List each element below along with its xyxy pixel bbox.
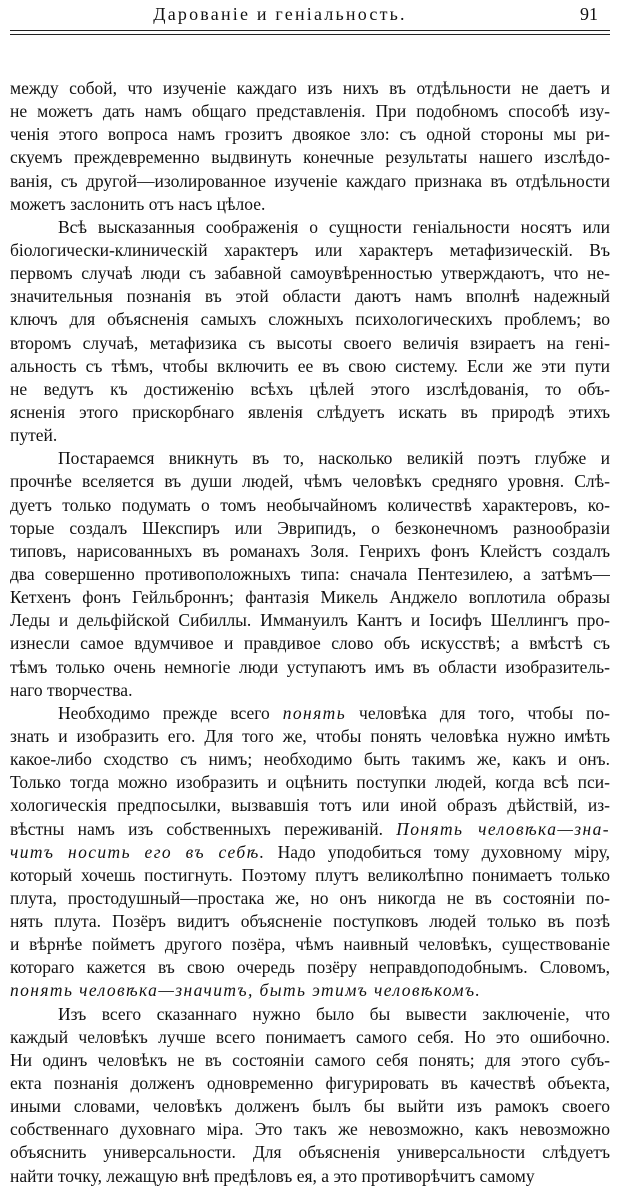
text-segment: иными словами, человѣкъ долженъ былъ бы выйти изъ рамокъ своего xyxy=(10,1096,610,1117)
text-segment: знать и изобразить его. Для того же, чтобы понять человѣка нужно имѣть xyxy=(10,725,610,746)
text-segment: тѣмъ только очень немногіе люди уступаютъ имъ въ области изобразитель- xyxy=(10,656,610,677)
text-line xyxy=(10,956,610,979)
text-line xyxy=(10,285,610,308)
text-segment: Ни одинъ человѣкъ не въ состояніи самого себя понять; для этого субъ- xyxy=(10,1049,610,1070)
text-segment: значительныя познанія въ этой области даютъ намъ вполнѣ надежный xyxy=(10,286,610,307)
text-line xyxy=(10,447,610,470)
paragraph xyxy=(10,447,610,702)
text-segment: плута, простодушный—простака же, но онъ никогда не въ состояніи по- xyxy=(10,887,610,908)
text-line xyxy=(10,725,610,748)
text-line xyxy=(10,609,610,632)
header-rule-bottom xyxy=(10,34,610,35)
text-segment: біологически-клиническій характеръ или характеръ метафизическій. Въ xyxy=(10,239,610,260)
text-line xyxy=(10,1165,610,1188)
text-line xyxy=(10,470,610,493)
text-segment: ванія, съ другой—изолированное изученіе каждаго признака въ отдѣльности xyxy=(10,170,610,191)
text-line xyxy=(10,702,610,725)
text-segment: Необходимо прежде всего xyxy=(58,702,283,723)
text-segment: Надо уподобиться тому духовному міру, xyxy=(265,841,610,862)
text-segment: нять плута. Позёръ видитъ объясненіе поступковъ людей только въ позѣ xyxy=(10,911,610,932)
text-segment: найти точку, лежащую внѣ предѣловъ ея, а это противорѣчитъ самому xyxy=(10,1165,535,1186)
text-segment: и вѣрнѣе пойметъ другого позёра, чѣмъ наивный человѣкъ, существованіе xyxy=(10,934,610,955)
text-segment: Леды и дельфійской Сибиллы. Иммануилъ Кантъ и Іосифъ Шеллингъ про- xyxy=(10,610,610,631)
text-segment: типовъ, нарисованныхъ въ романахъ Золя. Генрихъ фонъ Клейстъ создалъ xyxy=(10,540,610,561)
text-line xyxy=(10,424,610,447)
text-segment: каждый человѣкъ лучше всего понимаетъ самого себя. Но это ошибочно. xyxy=(10,1026,610,1047)
text-segment: Постараемся вникнуть въ то, насколько великій поэтъ глубже и xyxy=(58,448,610,469)
text-line xyxy=(10,818,610,841)
text-segment: ченія этого вопроса намъ грозитъ двоякое зло: съ одной стороны мы ри- xyxy=(10,124,610,145)
text-segment: два совершенно противоположныхъ типа: сначала Пентезилею, а затѣмъ— xyxy=(10,563,610,584)
text-line xyxy=(10,239,610,262)
text-line xyxy=(10,540,610,563)
text-segment: альность съ тѣмъ, чтобы включить ее въ свою систему. Если же эти пути xyxy=(10,355,610,376)
text-segment: Всѣ высказанныя соображенія о сущности геніальности носятъ или xyxy=(58,216,610,237)
text-line xyxy=(10,586,610,609)
text-line xyxy=(10,841,610,864)
text-line xyxy=(10,979,610,1002)
text-line xyxy=(10,308,610,331)
text-line xyxy=(10,887,610,910)
text-line xyxy=(10,494,610,517)
text-line xyxy=(10,679,610,702)
page-body xyxy=(10,77,610,1188)
running-header xyxy=(10,0,610,34)
paragraph xyxy=(10,216,610,447)
text-segment: собственнаго духовнаго міра. Это такъ же невозможно, какъ невозможно xyxy=(10,1119,610,1140)
emphasis-text: читъ носить его въ себѣ. xyxy=(10,841,266,862)
page-number: 91 xyxy=(580,4,598,24)
text-line xyxy=(10,262,610,285)
text-line xyxy=(10,771,610,794)
text-segment: путей. xyxy=(10,425,58,446)
text-line xyxy=(10,1095,610,1118)
text-line xyxy=(10,933,610,956)
text-line xyxy=(10,170,610,193)
paragraph xyxy=(10,77,610,216)
text-line xyxy=(10,748,610,771)
text-line xyxy=(10,517,610,540)
text-segment: не можетъ дать намъ общаго представленія. При подобномъ способѣ изу- xyxy=(10,101,610,122)
text-line xyxy=(10,656,610,679)
text-line xyxy=(10,123,610,146)
text-line xyxy=(10,563,610,586)
text-segment: ясненія этого прискорбнаго явленія слѣдуетъ искать въ природѣ этихъ xyxy=(10,401,610,422)
text-line xyxy=(10,100,610,123)
text-line xyxy=(10,864,610,887)
text-segment: Изъ всего сказаннаго нужно было бы вывести заключеніе, что xyxy=(58,1003,610,1024)
text-line xyxy=(10,401,610,424)
text-line xyxy=(10,216,610,239)
text-segment: скуемъ преждевременно выдвинуть конечные результаты нашего изслѣдо- xyxy=(10,147,610,168)
text-line xyxy=(10,1026,610,1049)
text-segment: не ведутъ къ достиженію всѣхъ цѣлей этого изслѣдованія, то объ- xyxy=(10,378,610,399)
emphasis-text: Понять человѣка—зна- xyxy=(396,818,610,839)
text-segment: изнесли самое вдумчивое и правдивое слово объ искусствѣ; а вмѣстѣ съ xyxy=(10,633,610,654)
text-segment: екта познанія долженъ одновременно фигурировать въ качествѣ объекта, xyxy=(10,1073,610,1094)
text-line xyxy=(10,355,610,378)
text-line xyxy=(10,632,610,655)
text-segment: Кетхенъ фонъ Гейльброннъ; фантазія Микель Анджело воплотила образы xyxy=(10,587,610,608)
text-segment: наго творчества. xyxy=(10,679,133,700)
text-segment: между собой, что изученіе каждаго изъ нихъ въ отдѣльности не даетъ и xyxy=(10,78,610,98)
text-segment: ключъ для объясненія самыхъ сложныхъ психологическихъ проблемъ; во xyxy=(10,309,610,330)
text-line xyxy=(10,910,610,933)
text-segment: какое-либо сходство съ нимъ; необходимо быть такимъ же, какъ и онъ. xyxy=(10,749,610,770)
text-line xyxy=(10,77,610,100)
emphasis-text: понять человѣка—значитъ, быть этимъ человѣкомъ. xyxy=(10,980,482,1001)
text-line xyxy=(10,1003,610,1026)
text-segment: вѣстны намъ изъ собственныхъ переживаній. xyxy=(10,818,397,839)
text-segment: хологическія предпосылки, вызвавшія тотъ или иной образъ дѣйствій, из- xyxy=(10,795,610,816)
text-segment: торые создалъ Шекспиръ или Эврипидъ, о безконечномъ разнообразіи xyxy=(10,517,610,538)
text-line xyxy=(10,794,610,817)
text-segment: второмъ случаѣ, метафизика съ высоты своего величія взираетъ на гені- xyxy=(10,332,610,353)
text-line xyxy=(10,1118,610,1141)
text-segment: который хочешь постигнуть. Поэтому плутъ великолѣпно понимаетъ только xyxy=(10,864,610,885)
text-line xyxy=(10,332,610,355)
paragraph xyxy=(10,1003,610,1188)
paragraph xyxy=(10,702,610,1003)
text-segment: котораго кажется въ свою очередь позёру неправдоподобнымъ. Словомъ, xyxy=(10,957,610,978)
text-segment: первомъ случаѣ люди съ забавной самоувѣренностью утверждаютъ, что не- xyxy=(10,263,610,284)
text-segment: человѣка для того, чтобы по- xyxy=(346,702,610,723)
text-line xyxy=(10,1141,610,1164)
text-line xyxy=(10,1049,610,1072)
running-title: Дарованіе и геніальность. xyxy=(153,4,407,24)
text-line xyxy=(10,378,610,401)
text-segment: дуетъ только подумать о томъ необычайномъ количествѣ характеровъ, ко- xyxy=(10,494,610,515)
text-line xyxy=(10,193,610,216)
text-line xyxy=(10,146,610,169)
text-line xyxy=(10,1072,610,1095)
header-rule-top xyxy=(10,30,610,31)
emphasis-text: понять xyxy=(282,702,347,723)
text-segment: Только тогда можно изобразить и оцѣнить поступки людей, когда всѣ пси- xyxy=(10,772,610,793)
text-segment: объяснить универсальности. Для объясненія универсальности слѣдуетъ xyxy=(10,1142,610,1163)
text-segment: можетъ заслонить отъ насъ цѣлое. xyxy=(10,193,266,214)
text-segment: прочнѣе вселяется въ души людей, чѣмъ человѣкъ средняго уровня. Слѣ- xyxy=(10,471,610,492)
